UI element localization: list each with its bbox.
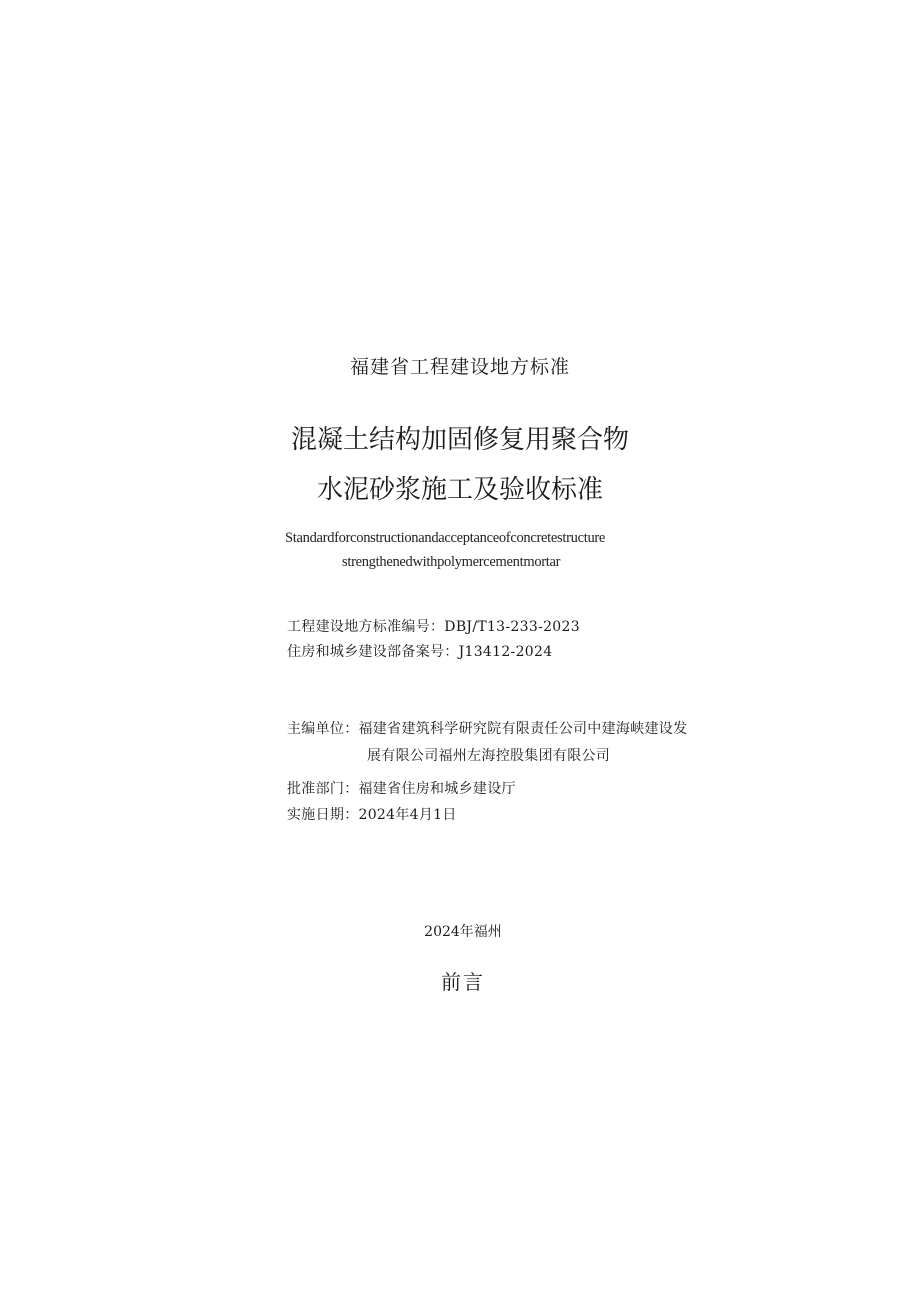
place-and-year: 2024年福州 xyxy=(424,924,502,940)
standard-number: 工程建设地方标准编号：DBJ/T13-233-2023 xyxy=(287,619,580,635)
foreword-heading: 前言 xyxy=(441,970,485,994)
english-title-line-1: Standardforconstructionandacceptanceofconcretestructure xyxy=(285,530,606,546)
document-title-line-2: 水泥砂浆施工及验收标准 xyxy=(316,475,603,505)
editor-units-line-2: 展有限公司福州左海控股集团有限公司 xyxy=(367,748,611,764)
english-title-line-2: strengthenedwithpolymercementmortar xyxy=(342,554,561,570)
document-title-line-1: 混凝土结构加固修复用聚合物 xyxy=(290,425,629,455)
editor-units-line-1: 主编单位：福建省建筑科学研究院有限责任公司中建海峡建设发 xyxy=(287,721,688,737)
approval-department: 批准部门：福建省住房和城乡建设厅 xyxy=(287,781,516,797)
filing-number: 住房和城乡建设部备案号：J13412-2024 xyxy=(287,644,553,660)
series-title: 福建省工程建设地方标准 xyxy=(349,356,570,378)
implementation-date: 实施日期：2024年4月1日 xyxy=(287,807,457,823)
